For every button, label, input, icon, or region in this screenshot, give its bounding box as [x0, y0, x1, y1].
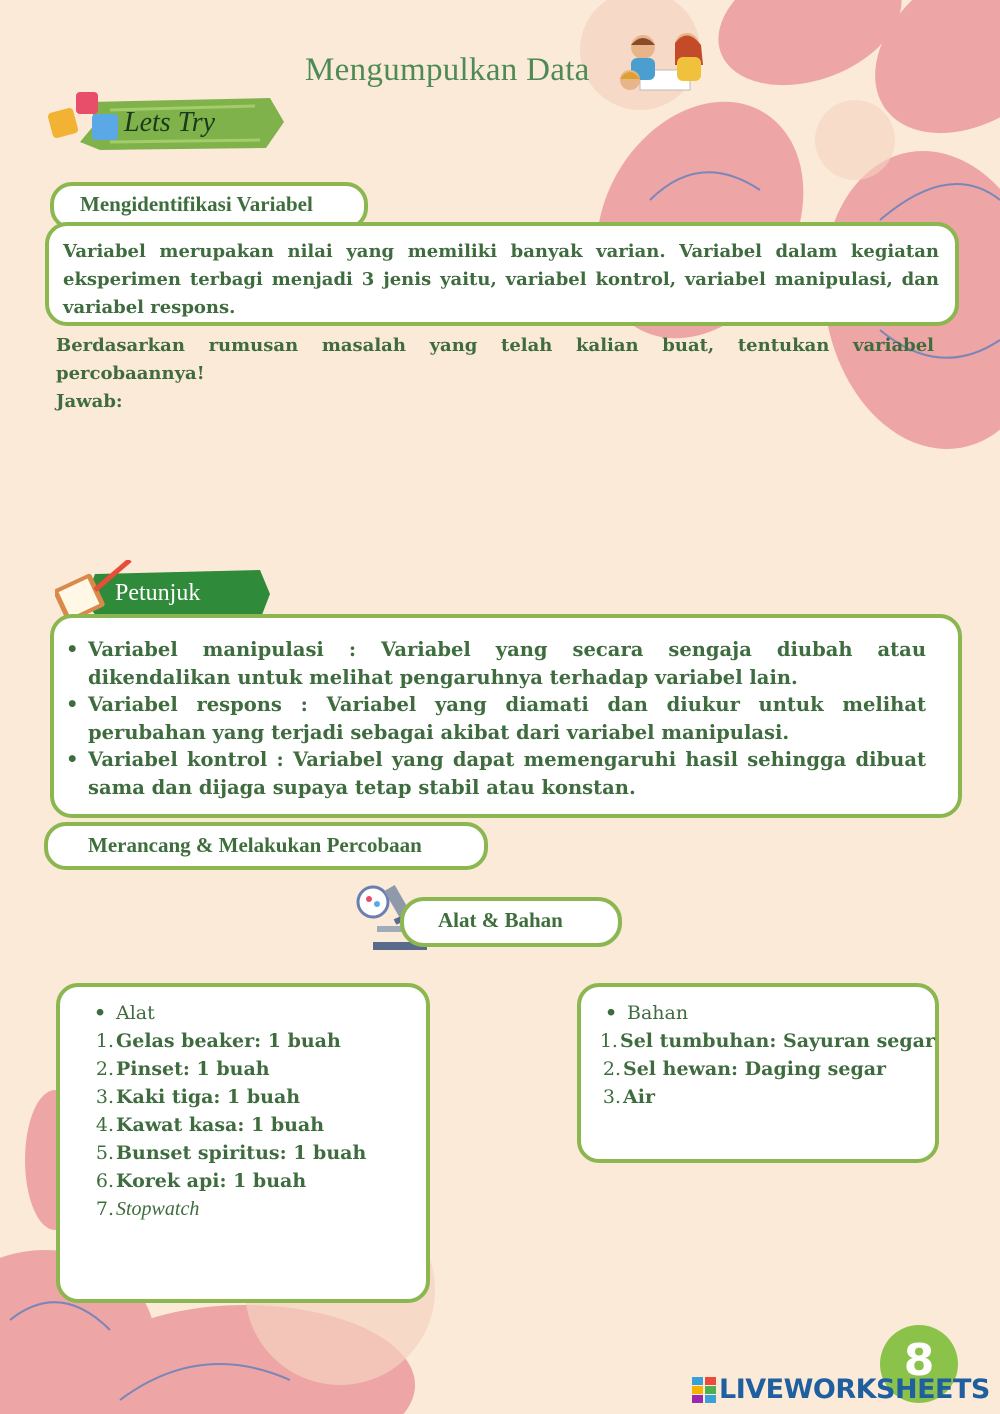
list-number: 2. — [95, 1058, 114, 1080]
list-item — [70, 1083, 426, 1111]
alat-heading — [70, 999, 426, 1027]
list-item — [581, 1083, 935, 1111]
list-number: 6. — [95, 1170, 114, 1192]
petunjuk-item: • Variabel respons : Variabel yang diamati dan diukur untuk melihat perubahan yang terjadi sebagai akibat dari variabel manipulasi. — [88, 691, 926, 746]
children-illustration — [615, 25, 725, 105]
section-heading-text: Mengidentifikasi Variabel — [80, 192, 313, 216]
list-item — [70, 1139, 426, 1167]
list-item — [70, 1195, 426, 1223]
list-text: Air — [623, 1086, 655, 1108]
page-title: Mengumpulkan Data — [305, 52, 590, 88]
liveworksheets-logo — [692, 1374, 990, 1405]
alat-heading-text: Alat — [116, 1002, 155, 1024]
list-text: Kawat kasa: 1 buah — [116, 1114, 325, 1136]
petunjuk-item: • Variabel manipulasi : Variabel yang secara sengaja diubah atau dikendalikan untuk melihat pengaruhnya terhadap variabel lain. — [88, 636, 926, 691]
definition-box — [45, 222, 959, 326]
lets-try-label: Lets Try — [124, 107, 216, 138]
list-number: 3. — [602, 1086, 621, 1108]
list-number: 2. — [602, 1058, 621, 1080]
list-text: Sel hewan: Daging segar — [623, 1058, 887, 1080]
list-number: 1. — [599, 1030, 618, 1052]
list-item — [70, 1055, 426, 1083]
list-text: Gelas beaker: 1 buah — [116, 1030, 341, 1052]
petunjuk-item: • Variabel kontrol : Variabel yang dapat memengaruhi hasil sehingga dibuat sama dan dijaga supaya tetap stabil atau konstan. — [88, 746, 926, 801]
list-text: Korek api: 1 buah — [116, 1170, 307, 1192]
list-text: Stopwatch — [116, 1198, 200, 1220]
list-item — [581, 1027, 935, 1055]
alat-box — [56, 983, 430, 1303]
bahan-heading-text: Bahan — [627, 1002, 689, 1024]
list-text: Kaki tiga: 1 buah — [116, 1086, 301, 1108]
list-text: Bunset spiritus: 1 buah — [116, 1142, 367, 1164]
section-heading-text: Merancang & Melakukan Percobaan — [88, 833, 422, 857]
liveworksheets-icon — [692, 1377, 716, 1403]
list-number: 3. — [95, 1086, 114, 1108]
answer-label: Jawab: — [56, 391, 123, 412]
petunjuk-box — [50, 614, 962, 818]
petunjuk-list — [54, 636, 926, 801]
list-text: Sel tumbuhan: Sayuran segar — [619, 1030, 935, 1052]
list-number: 4. — [95, 1114, 114, 1136]
question-text: Berdasarkan rumusan masalah yang telah kalian buat, tentukan variabel percobaannya! — [56, 335, 934, 384]
liveworksheets-text: LIVEWORKSHEETS — [719, 1374, 990, 1405]
section-heading-design-experiment — [44, 822, 488, 870]
answer-area[interactable] — [56, 420, 934, 550]
bahan-box — [577, 983, 939, 1163]
page-number: 8 — [903, 1335, 935, 1386]
petunjuk-label: Petunjuk — [115, 580, 201, 606]
list-item — [70, 1111, 426, 1139]
list-number: 7. — [95, 1198, 114, 1220]
section-heading-text: Alat & Bahan — [438, 908, 563, 932]
list-number: 1. — [95, 1030, 114, 1052]
list-item — [581, 1055, 935, 1083]
list-item — [70, 1027, 426, 1055]
list-number: 5. — [95, 1142, 114, 1164]
bahan-heading — [581, 999, 935, 1027]
list-item — [70, 1167, 426, 1195]
list-text: Pinset: 1 buah — [116, 1058, 270, 1080]
definition-text: Variabel merupakan nilai yang memiliki banyak varian. Variabel dalam kegiatan eksperimen terbagi menjadi 3 jenis yaitu, variabel kontrol, variabel manipulasi, dan variabel respons. — [63, 241, 939, 318]
section-heading-tools-materials — [400, 897, 622, 947]
